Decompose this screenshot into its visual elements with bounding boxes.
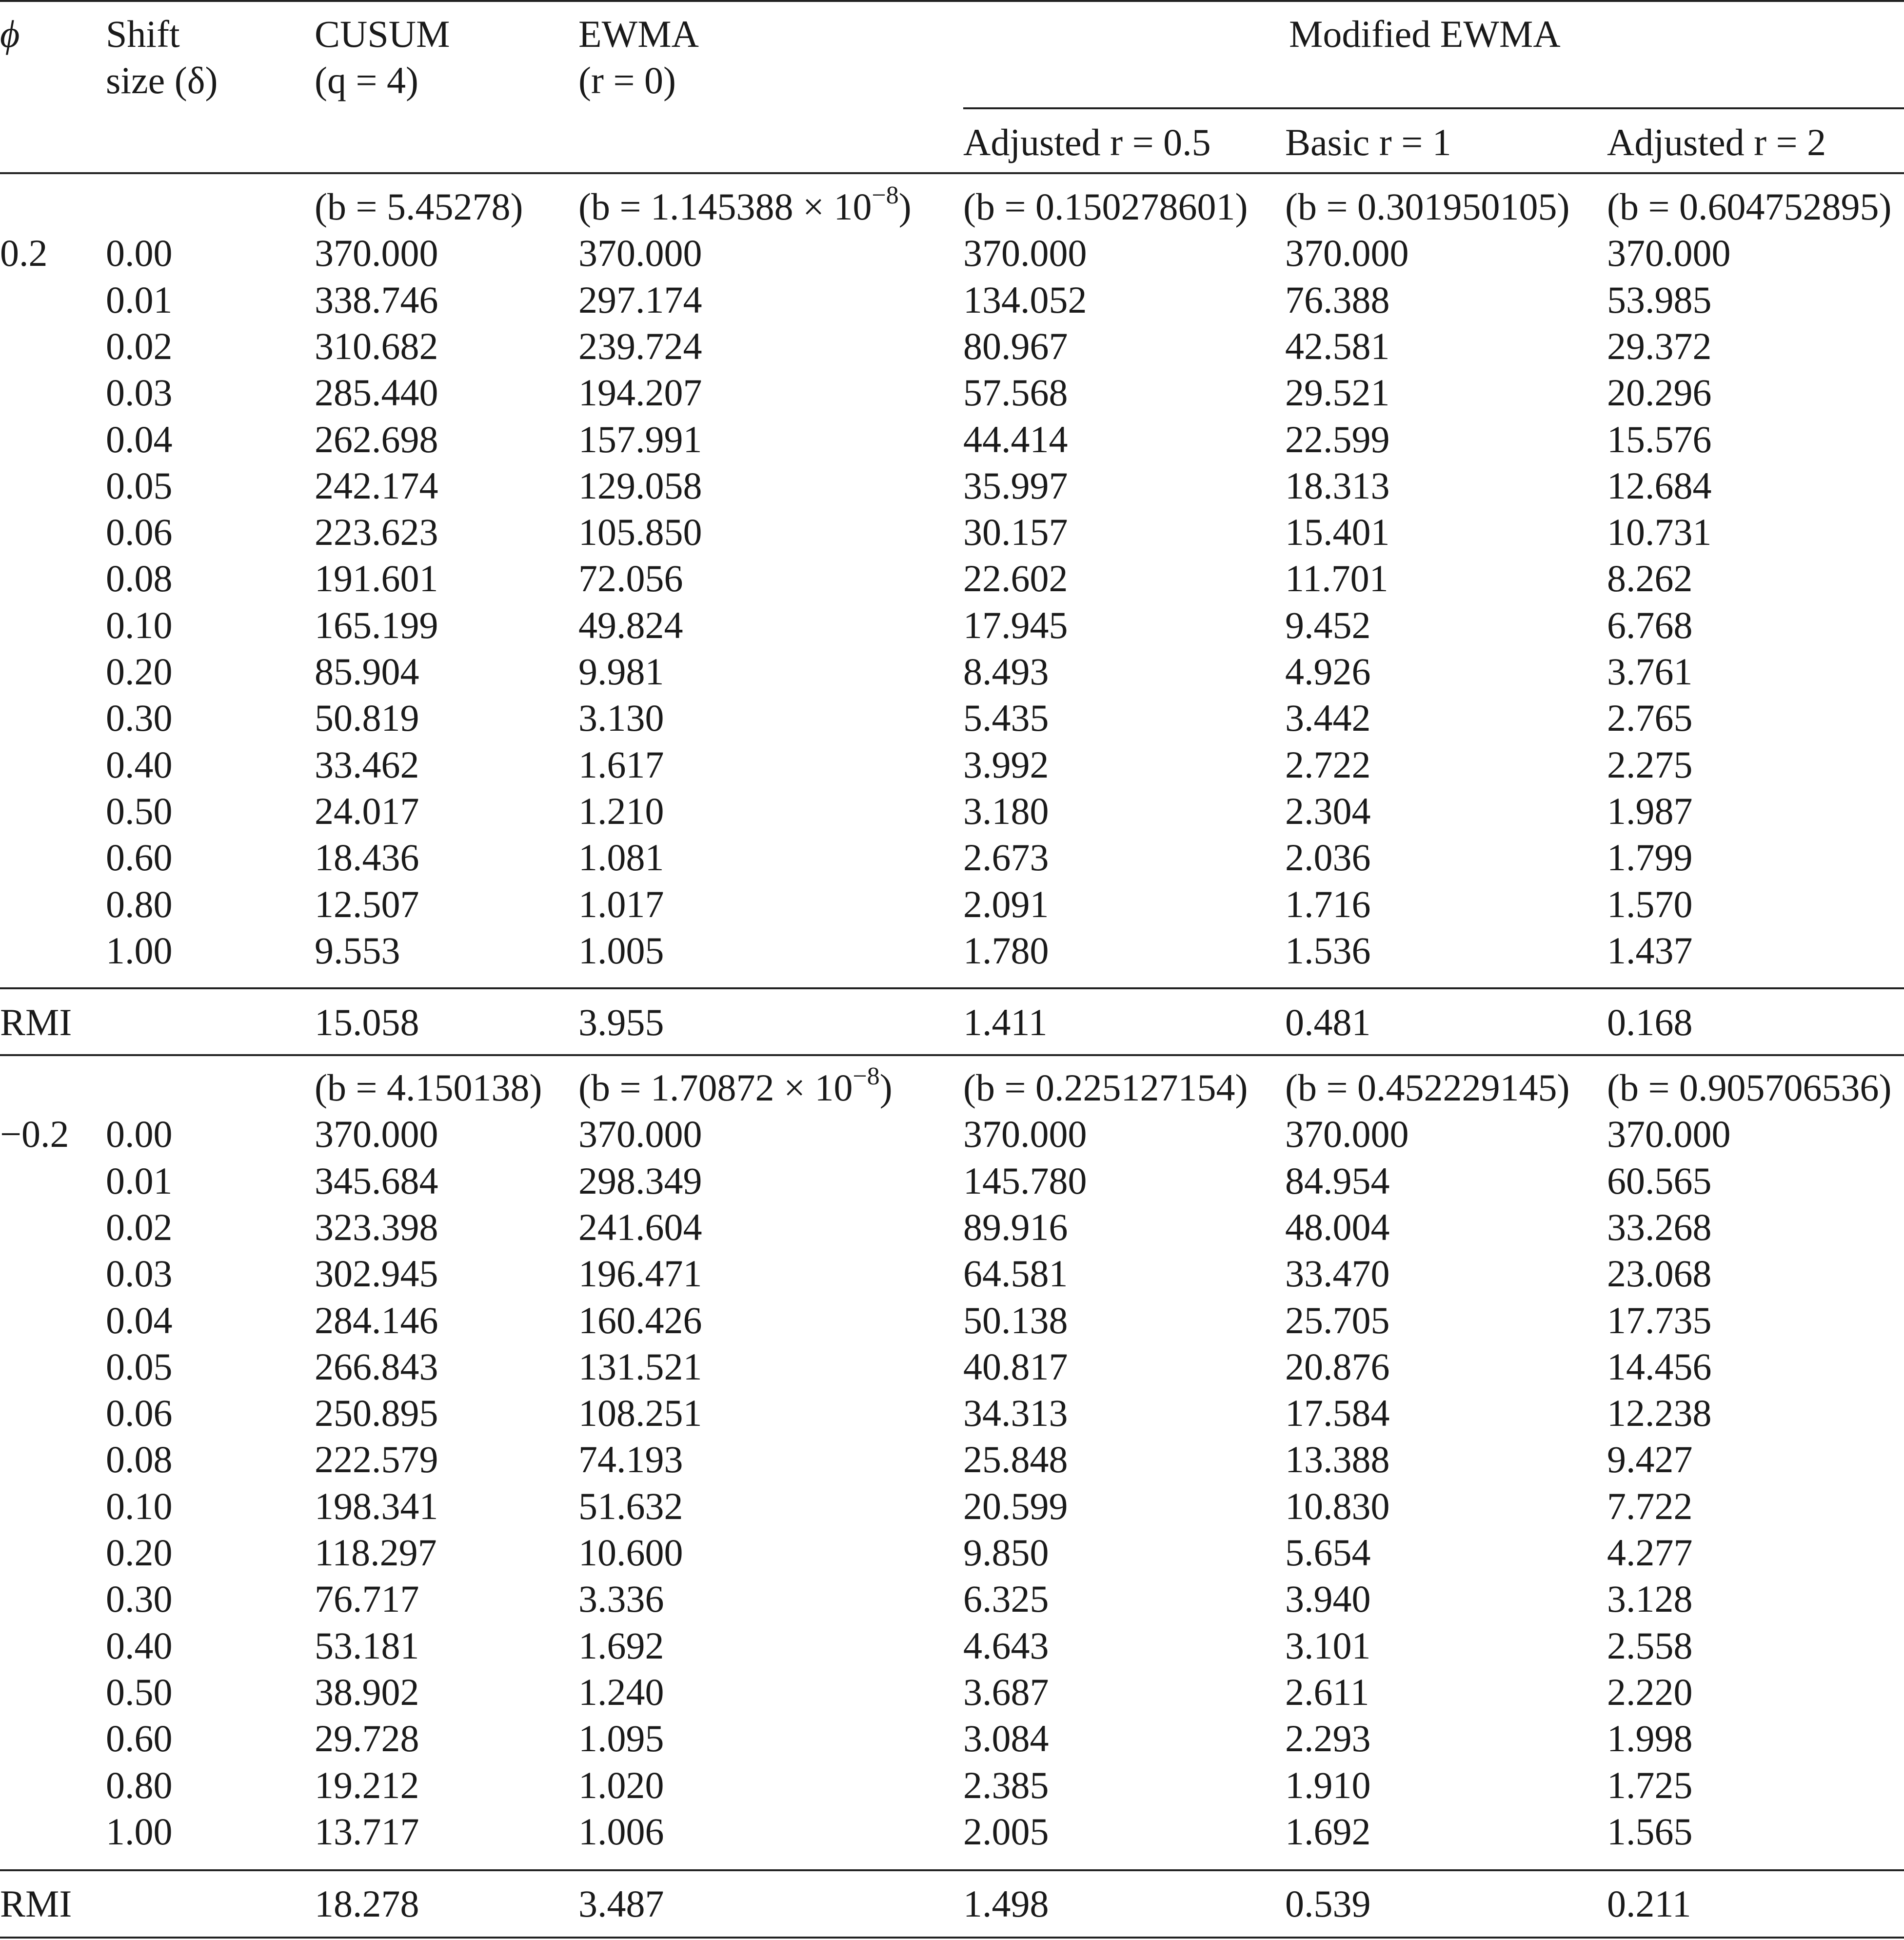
b-value-ewma-close: ): [879, 1066, 892, 1109]
arl-value-cell: 72.056: [578, 557, 683, 600]
arl-value-cell: 85.904: [315, 650, 419, 693]
arl-value-cell: 13.388: [1285, 1438, 1390, 1480]
arl-value-cell: 17.584: [1285, 1392, 1390, 1434]
arl-value-cell: 50.138: [963, 1299, 1068, 1341]
header-shift-line2: size (δ): [106, 59, 218, 101]
arl-value-cell: 266.843: [315, 1345, 438, 1388]
arl-value-cell: 7.722: [1607, 1485, 1693, 1527]
arl-value-cell: 5.435: [963, 697, 1049, 739]
header-cusum-line2: (q = 4): [315, 59, 418, 101]
arl-value-cell: 20.296: [1607, 371, 1712, 414]
shift-size-cell: 0.06: [106, 511, 173, 553]
arl-value-cell: 3.992: [963, 743, 1049, 786]
arl-value-cell: 250.895: [315, 1392, 438, 1434]
arl-value-cell: 8.493: [963, 650, 1049, 693]
arl-value-cell: 160.426: [578, 1299, 702, 1341]
arl-value-cell: 1.437: [1607, 929, 1693, 972]
header-phi: ϕ: [0, 13, 20, 55]
arl-value-cell: 17.945: [963, 604, 1068, 646]
arl-value-cell: 3.761: [1607, 650, 1693, 693]
arl-value-cell: 24.017: [315, 790, 419, 832]
arl-value-cell: 89.916: [963, 1206, 1068, 1248]
b-value: (b = 0.150278601): [963, 185, 1248, 228]
bottom-rule: [0, 1937, 1904, 1939]
shift-size-cell: 0.10: [106, 604, 173, 646]
arl-value-cell: 11.701: [1285, 557, 1388, 600]
arl-value-cell: 12.507: [315, 883, 419, 925]
arl-value-cell: 1.692: [1285, 1810, 1371, 1853]
arl-value-cell: 29.372: [1607, 325, 1712, 367]
arl-value-cell: 3.687: [963, 1671, 1049, 1713]
arl-value-cell: 1.716: [1285, 883, 1371, 925]
b-value: (b = 0.301950105): [1285, 185, 1570, 228]
arl-value-cell: 1.565: [1607, 1810, 1693, 1853]
arl-value-cell: 76.717: [315, 1578, 419, 1620]
shift-size-cell: 0.30: [106, 1578, 173, 1620]
arl-value-cell: 370.000: [578, 232, 702, 274]
rmi-value-cell: 0.211: [1607, 1882, 1691, 1925]
shift-size-cell: 0.80: [106, 883, 173, 925]
shift-size-cell: 0.80: [106, 1764, 173, 1806]
arl-value-cell: 134.052: [963, 279, 1087, 321]
rmi-value-cell: 0.539: [1285, 1882, 1371, 1925]
rmi-value-cell: 1.498: [963, 1882, 1049, 1925]
arl-value-cell: 9.553: [315, 929, 400, 972]
rmi-value-cell: 15.058: [315, 1001, 419, 1043]
arl-value-cell: 2.220: [1607, 1671, 1693, 1713]
arl-value-cell: 1.987: [1607, 790, 1693, 832]
section-rule: [0, 1054, 1904, 1056]
shift-size-cell: 0.20: [106, 650, 173, 693]
shift-size-cell: 0.05: [106, 1345, 173, 1388]
arl-value-cell: 157.991: [578, 418, 702, 460]
arl-value-cell: 23.068: [1607, 1252, 1712, 1295]
arl-value-cell: 165.199: [315, 604, 438, 646]
arl-value-cell: 1.570: [1607, 883, 1693, 925]
arl-value-cell: 25.705: [1285, 1299, 1390, 1341]
rmi-value-cell: 1.411: [963, 1001, 1048, 1043]
arl-value-cell: 9.981: [578, 650, 664, 693]
arl-value-cell: 9.452: [1285, 604, 1371, 646]
arl-value-cell: 50.819: [315, 697, 419, 739]
arl-value-cell: 323.398: [315, 1206, 438, 1248]
shift-size-cell: 0.01: [106, 1160, 173, 1202]
b-value-ewma: [578, 183, 912, 230]
arl-value-cell: 2.091: [963, 883, 1049, 925]
arl-value-cell: 60.565: [1607, 1160, 1712, 1202]
arl-value-cell: 34.313: [963, 1392, 1068, 1434]
rmi-value-cell: 0.481: [1285, 1001, 1371, 1043]
arl-value-cell: 338.746: [315, 279, 438, 321]
arl-value-cell: 3.128: [1607, 1578, 1693, 1620]
shift-size-cell: 0.10: [106, 1485, 173, 1527]
shift-size-cell: 0.50: [106, 1671, 173, 1713]
arl-value-cell: 84.954: [1285, 1160, 1390, 1202]
arl-value-cell: 370.000: [315, 1113, 438, 1155]
arl-value-cell: 1.617: [578, 743, 664, 786]
header-cusum-line1: CUSUM: [315, 13, 450, 55]
b-value-ewma-mantissa: (b = 1.70872 × 10: [578, 1066, 853, 1109]
arl-value-cell: 239.724: [578, 325, 702, 367]
shift-size-cell: 0.03: [106, 1252, 173, 1295]
arl-value-cell: 33.268: [1607, 1206, 1712, 1248]
arl-value-cell: 4.277: [1607, 1531, 1693, 1574]
arl-value-cell: 3.940: [1285, 1578, 1371, 1620]
shift-size-cell: 0.40: [106, 1624, 173, 1667]
header-basic-r1: Basic r = 1: [1285, 121, 1451, 163]
arl-value-cell: 2.765: [1607, 697, 1693, 739]
shift-size-cell: 0.04: [106, 418, 173, 460]
header-bottom-rule: [0, 172, 1904, 174]
arl-value-cell: 198.341: [315, 1485, 438, 1527]
rmi-label: RMI: [0, 1001, 72, 1043]
b-value-ewma-exponent: −8: [872, 181, 899, 209]
header-ewma-line2: (r = 0): [578, 59, 676, 101]
arl-value-cell: 302.945: [315, 1252, 438, 1295]
header-ewma-line1: EWMA: [578, 13, 699, 55]
arl-value-cell: 53.985: [1607, 279, 1712, 321]
arl-value-cell: 49.824: [578, 604, 683, 646]
phi-value: 0.2: [0, 232, 48, 274]
arl-value-cell: 118.297: [315, 1531, 437, 1574]
shift-size-cell: 0.03: [106, 371, 173, 414]
arl-value-cell: 33.462: [315, 743, 419, 786]
arl-value-cell: 131.521: [578, 1345, 702, 1388]
arl-value-cell: 2.611: [1285, 1671, 1369, 1713]
arl-value-cell: 3.130: [578, 697, 664, 739]
arl-value-cell: 38.902: [315, 1671, 419, 1713]
arl-value-cell: 1.095: [578, 1717, 664, 1760]
arl-value-cell: 76.388: [1285, 279, 1390, 321]
arl-value-cell: 18.313: [1285, 464, 1390, 507]
shift-size-cell: 0.04: [106, 1299, 173, 1341]
shift-size-cell: 0.60: [106, 1717, 173, 1760]
arl-value-cell: 30.157: [963, 511, 1068, 553]
arl-value-cell: 8.262: [1607, 557, 1693, 600]
arl-value-cell: 298.349: [578, 1160, 702, 1202]
arl-value-cell: 1.020: [578, 1764, 664, 1806]
arl-value-cell: 42.581: [1285, 325, 1390, 367]
arl-value-cell: 35.997: [963, 464, 1068, 507]
arl-value-cell: 19.212: [315, 1764, 419, 1806]
b-value: (b = 5.45278): [315, 185, 523, 228]
shift-size-cell: 0.05: [106, 464, 173, 507]
rmi-value-cell: 0.168: [1607, 1001, 1693, 1043]
b-value: (b = 0.225127154): [963, 1066, 1248, 1109]
arl-value-cell: 370.000: [315, 232, 438, 274]
arl-value-cell: 108.251: [578, 1392, 702, 1434]
arl-value-cell: 1.799: [1607, 836, 1693, 879]
phi-value: −0.2: [0, 1113, 69, 1155]
shift-size-cell: 0.01: [106, 279, 173, 321]
arl-value-cell: 22.599: [1285, 418, 1390, 460]
arl-value-cell: 222.579: [315, 1438, 438, 1480]
arl-value-cell: 80.967: [963, 325, 1068, 367]
arl-value-cell: 242.174: [315, 464, 438, 507]
arl-value-cell: 223.623: [315, 511, 438, 553]
top-rule: [0, 0, 1904, 2]
arl-value-cell: 1.780: [963, 929, 1049, 972]
arl-value-cell: 29.728: [315, 1717, 419, 1760]
arl-value-cell: 191.601: [315, 557, 438, 600]
arl-value-cell: 370.000: [1285, 1113, 1409, 1155]
arl-value-cell: 15.576: [1607, 418, 1712, 460]
header-modified-ewma: Modified EWMA: [1289, 13, 1561, 55]
arl-value-cell: 370.000: [578, 1113, 702, 1155]
arl-value-cell: 2.722: [1285, 743, 1371, 786]
arl-value-cell: 20.876: [1285, 1345, 1390, 1388]
shift-size-cell: 0.00: [106, 232, 173, 274]
arl-value-cell: 1.210: [578, 790, 664, 832]
arl-value-cell: 12.684: [1607, 464, 1712, 507]
arl-value-cell: 6.325: [963, 1578, 1049, 1620]
b-value-ewma-close: ): [898, 185, 912, 228]
arl-value-cell: 18.436: [315, 836, 419, 879]
shift-size-cell: 1.00: [106, 929, 173, 972]
shift-size-cell: 0.06: [106, 1392, 173, 1434]
b-value-ewma-mantissa: (b = 1.145388 × 10: [578, 185, 872, 228]
arl-value-cell: 12.238: [1607, 1392, 1712, 1434]
arl-value-cell: 145.780: [963, 1160, 1087, 1202]
arl-value-cell: 1.081: [578, 836, 664, 879]
header-adjusted-r2: Adjusted r = 2: [1607, 121, 1826, 163]
shift-size-cell: 0.08: [106, 557, 173, 600]
arl-value-cell: 25.848: [963, 1438, 1068, 1480]
rmi-value-cell: 3.955: [578, 1001, 664, 1043]
arl-value-cell: 5.654: [1285, 1531, 1371, 1574]
b-value: (b = 0.452229145): [1285, 1066, 1570, 1109]
header-shift-line1: Shift: [106, 13, 180, 55]
b-value-ewma: [578, 1064, 892, 1111]
rmi-value-cell: 3.487: [578, 1882, 664, 1925]
arl-value-cell: 3.101: [1285, 1624, 1371, 1667]
arl-value-cell: 2.304: [1285, 790, 1371, 832]
arl-value-cell: 370.000: [1607, 1113, 1731, 1155]
arl-value-cell: 285.440: [315, 371, 438, 414]
shift-size-cell: 0.20: [106, 1531, 173, 1574]
arl-value-cell: 1.998: [1607, 1717, 1693, 1760]
arl-value-cell: 2.673: [963, 836, 1049, 879]
arl-value-cell: 74.193: [578, 1438, 683, 1480]
arl-value-cell: 1.017: [578, 883, 664, 925]
arl-value-cell: 4.643: [963, 1624, 1049, 1667]
arl-value-cell: 33.470: [1285, 1252, 1390, 1295]
arl-value-cell: 1.536: [1285, 929, 1371, 972]
arl-value-cell: 262.698: [315, 418, 438, 460]
shift-size-cell: 0.00: [106, 1113, 173, 1155]
rmi-value-cell: 18.278: [315, 1882, 419, 1925]
arl-value-cell: 105.850: [578, 511, 702, 553]
arl-value-cell: 1.692: [578, 1624, 664, 1667]
b-value: (b = 0.604752895): [1607, 185, 1892, 228]
arl-value-cell: 9.427: [1607, 1438, 1693, 1480]
bottom-section-rule: [0, 1869, 1904, 1871]
arl-value-cell: 40.817: [963, 1345, 1068, 1388]
arl-value-cell: 3.084: [963, 1717, 1049, 1760]
b-value-ewma-exponent: −8: [853, 1062, 880, 1090]
arl-value-cell: 22.602: [963, 557, 1068, 600]
arl-value-cell: 6.768: [1607, 604, 1693, 646]
arl-value-cell: 1.005: [578, 929, 664, 972]
arl-value-cell: 57.568: [963, 371, 1068, 414]
arl-value-cell: 64.581: [963, 1252, 1068, 1295]
arl-value-cell: 44.414: [963, 418, 1068, 460]
arl-value-cell: 2.005: [963, 1810, 1049, 1853]
arl-value-cell: 1.006: [578, 1810, 664, 1853]
shift-size-cell: 0.02: [106, 325, 173, 367]
arl-value-cell: 1.910: [1285, 1764, 1371, 1806]
shift-size-cell: 0.50: [106, 790, 173, 832]
shift-size-cell: 0.02: [106, 1206, 173, 1248]
arl-value-cell: 2.293: [1285, 1717, 1371, 1760]
shift-size-cell: 0.30: [106, 697, 173, 739]
section-rule: [0, 987, 1904, 989]
arl-value-cell: 3.336: [578, 1578, 664, 1620]
shift-size-cell: 0.08: [106, 1438, 173, 1480]
arl-value-cell: 129.058: [578, 464, 702, 507]
arl-value-cell: 345.684: [315, 1160, 438, 1202]
arl-value-cell: 3.442: [1285, 697, 1371, 739]
arl-value-cell: 194.207: [578, 371, 702, 414]
arl-value-cell: 13.717: [315, 1810, 419, 1853]
b-value: (b = 4.150138): [315, 1066, 542, 1109]
arl-value-cell: 3.180: [963, 790, 1049, 832]
arl-value-cell: 297.174: [578, 279, 702, 321]
modified-ewma-rule: [963, 107, 1904, 109]
rmi-label: RMI: [0, 1882, 72, 1925]
arl-value-cell: 284.146: [315, 1299, 438, 1341]
arl-value-cell: 9.850: [963, 1531, 1049, 1574]
arl-value-cell: 370.000: [963, 1113, 1087, 1155]
b-value: (b = 0.905706536): [1607, 1066, 1892, 1109]
arl-value-cell: 1.725: [1607, 1764, 1693, 1806]
shift-size-cell: 0.40: [106, 743, 173, 786]
arl-value-cell: 241.604: [578, 1206, 702, 1248]
arl-value-cell: 2.275: [1607, 743, 1693, 786]
header-adjusted-r05: Adjusted r = 0.5: [963, 121, 1211, 163]
arl-value-cell: 48.004: [1285, 1206, 1390, 1248]
shift-size-cell: 0.60: [106, 836, 173, 879]
arl-value-cell: 53.181: [315, 1624, 419, 1667]
arl-value-cell: 4.926: [1285, 650, 1371, 693]
arl-value-cell: 14.456: [1607, 1345, 1712, 1388]
arl-value-cell: 51.632: [578, 1485, 683, 1527]
arl-value-cell: 10.731: [1607, 511, 1712, 553]
arl-value-cell: 10.830: [1285, 1485, 1390, 1527]
arl-value-cell: 196.471: [578, 1252, 702, 1295]
arl-value-cell: 310.682: [315, 325, 438, 367]
arl-value-cell: 17.735: [1607, 1299, 1712, 1341]
arl-value-cell: 29.521: [1285, 371, 1390, 414]
arl-value-cell: 370.000: [1285, 232, 1409, 274]
arl-value-cell: 15.401: [1285, 511, 1390, 553]
arl-value-cell: 2.558: [1607, 1624, 1693, 1667]
arl-value-cell: 1.240: [578, 1671, 664, 1713]
arl-value-cell: 2.385: [963, 1764, 1049, 1806]
arl-value-cell: 370.000: [1607, 232, 1731, 274]
arl-value-cell: 10.600: [578, 1531, 683, 1574]
arl-value-cell: 2.036: [1285, 836, 1371, 879]
shift-size-cell: 1.00: [106, 1810, 173, 1853]
arl-value-cell: 370.000: [963, 232, 1087, 274]
arl-value-cell: 20.599: [963, 1485, 1068, 1527]
